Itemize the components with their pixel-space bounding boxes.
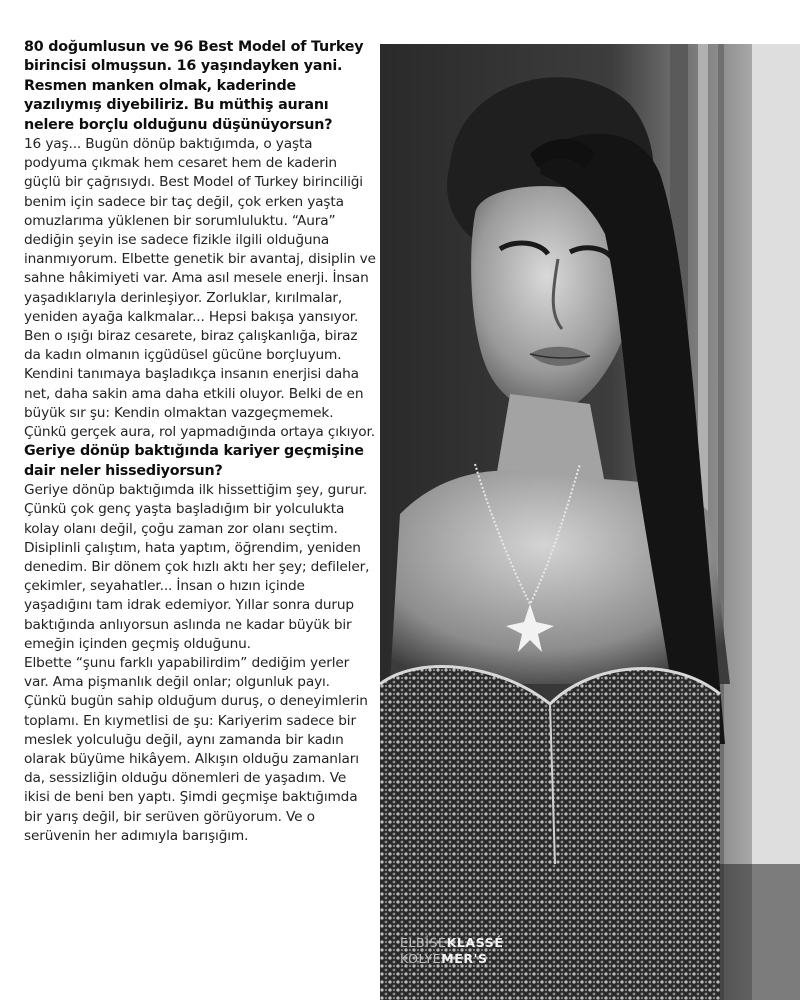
dress-credit: ELBİSEKLASSÉ — [400, 935, 504, 950]
interview-answer-3: Elbette “şunu farklı yapabilirdim” dediğim yerler var. Ama pişmanlık değil onlar; olgunluk payı. Çünkü bugün sahip olduğum duruş, o deneyimlerin toplamı. En kıymetlisi de şu: Kariyerim sadece bir meslek yolculuğu değil, aynı zamanda bir kadın olarak büyüme hikâyem. Alkışın olduğu zamanları da, sessizliğin olduğu dönemleri de yaşadım. Ve ikisi de beni ben yaptı. Şimdi geçmişe baktığımda bir yarış değil, bir serüven görüyorum. Ve o serüvenin her adımıyla barışığım. — [24, 654, 368, 844]
article-text-column — [24, 38, 376, 1000]
portrait-illustration — [380, 44, 800, 1000]
photo-credit — [400, 935, 503, 967]
interview-answer-2: Geriye dönüp baktığımda ilk hissettiğim şey, gurur. Çünkü çok genç yaşta başladığım bir yolculukta kolay olanı değil, çoğu zaman zor olanı seçtim. Disiplinli çalıştım, hata yaptım, öğrendim, yeniden denedim. Bir dönem çok hızlı aktı her şey; defileler, çekimler, seyahatler... İnsan o hızın içinde yaşadığını tam idrak edemiyor. Yıllar sonra durup baktığında anlıyorsun aslında ne kadar büyük bir emeğin içinden geçmiş olduğunu. — [24, 482, 370, 652]
interview-answer-1: 16 yaş... Bugün dönüp baktığımda, o yaşta podyuma çıkmak hem cesaret hem de kaderin güçlü bir çağrısıydı. Best Model of Turkey birinciliği benim için sadece bir taç değil, çok erken yaşta omuzlarıma yüklenen bir sorumluluktu. “Aura” dediğin şeyin ise sadece fizikle ilgili olduğuna inanmıyorum. Elbette genetik bir avantaj, disiplin ve sahne hâkimiyeti var. Ama asıl mesele enerji. İnsan yaşadıklarıyla derinleşiyor. Zorluklar, kırılmalar, yeniden ayağa kalkmalar... Hepsi bakışa yansıyor. Ben o ışığı biraz cesarete, biraz çalışkanlığa, biraz da kadın olmanın içgüdüsel gücüne borçluyum. Kendini tanımaya başladıkça insanın enerjisi daha net, daha sakin ama daha etkili oluyor. Belki de en büyük sır şu: Kendin olmaktan vazgeçmemek. Çünkü gerçek aura, rol yapmadığında ortaya çıkıyor. — [24, 136, 376, 441]
interview-question-1: 80 doğumlusun ve 96 Best Model of Turkey birincisi olmuşsun. 16 yaşındayken yani. Resmen manken olmak, kaderinde yazılıymış diyebiliriz. Bu müthiş auranı nelere borçlu olduğunu düşünüyorsun? — [24, 39, 364, 133]
portrait-photo — [380, 44, 800, 1000]
necklace-credit: KOLYEMER'S — [400, 951, 488, 966]
interview-question-2: Geriye dönüp baktığında kariyer geçmişine dair neler hissediyorsun? — [24, 443, 364, 479]
